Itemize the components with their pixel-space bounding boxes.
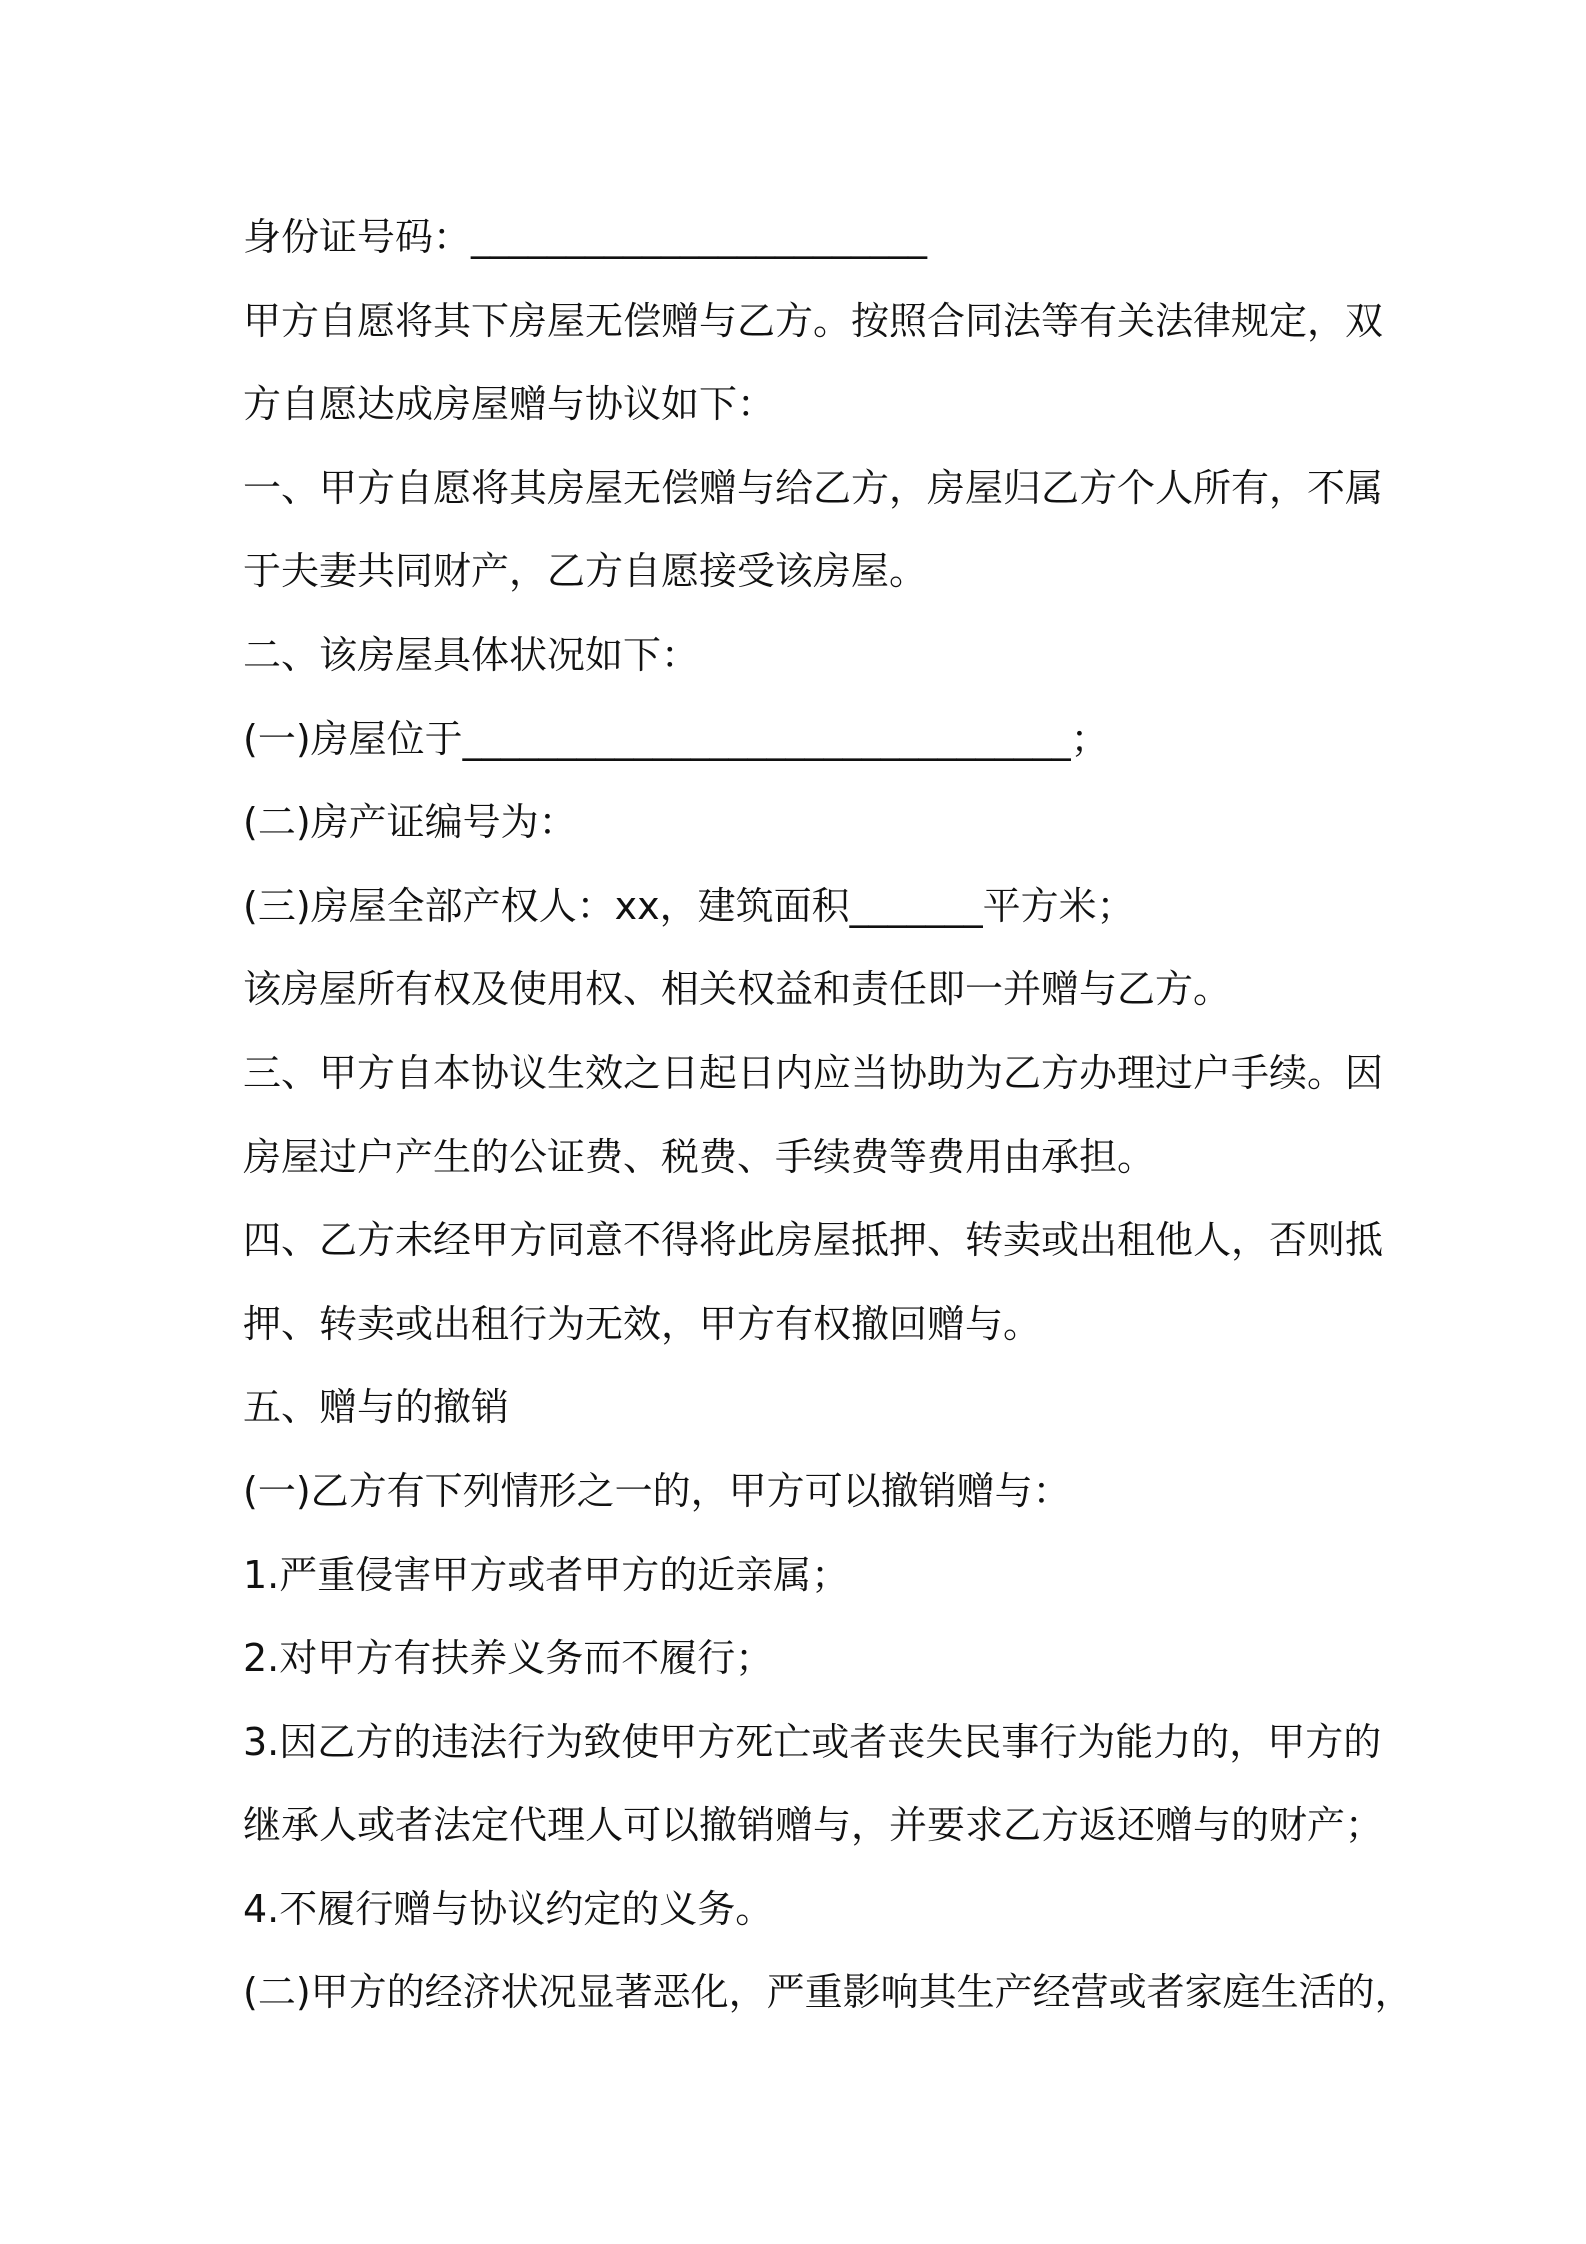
clause-4-line: 四、乙方未经甲方同意不得将此房屋抵押、转卖或出租他人，否则抵 (243, 1218, 1384, 1263)
paragraph-line: 方自愿达成房屋赠与协议如下： (243, 382, 776, 427)
clause-2-item-certificate: (二)房产证编号为： (243, 800, 577, 845)
clause-5-subheading: (二)甲方的经济状况显著恶化，严重影响其生产经营或者家庭生活的， (243, 1970, 1413, 2015)
clause-2-summary: 该房屋所有权及使用权、相关权益和责任即一并赠与乙方。 (243, 967, 1232, 1012)
clause-2-heading: 二、该房屋具体状况如下： (243, 632, 700, 677)
clause-5-list-item: 4.不履行赠与协议约定的义务。 (243, 1886, 774, 1931)
id-number-line: 身份证号码：________________________ (243, 215, 928, 259)
clause-3-line: 三、甲方自本协议生效之日起日内应当协助为乙方办理过户手续。因 (243, 1050, 1384, 1095)
paragraph-line: 甲方自愿将其下房屋无偿赠与乙方。按照合同法等有关法律规定，双 (243, 298, 1384, 343)
clause-5-subheading: (一)乙方有下列情形之一的，甲方可以撤销赠与： (243, 1468, 1071, 1513)
clause-5-list-item: 2.对甲方有扶养义务而不履行； (243, 1636, 774, 1681)
clause-5-heading: 五、赠与的撤销 (243, 1385, 510, 1430)
clause-5-list-item: 3.因乙方的违法行为致使甲方死亡或者丧失民事行为能力的，甲方的 (243, 1719, 1382, 1764)
clause-4-line: 押、转卖或出租行为无效，甲方有权撤回赠与。 (243, 1301, 1042, 1346)
clause-2-item-location: (一)房屋位于________________________________； (243, 716, 1109, 761)
clause-5-list-item: 继承人或者法定代理人可以撤销赠与，并要求乙方返还赠与的财产； (243, 1803, 1384, 1848)
clause-2-item-owner-area: (三)房屋全部产权人：xx，建筑面积_______平方米； (243, 883, 1135, 928)
clause-1-line: 一、甲方自愿将其房屋无偿赠与给乙方，房屋归乙方个人所有，不属 (243, 465, 1384, 510)
clause-5-list-item: 1.严重侵害甲方或者甲方的近亲属； (243, 1552, 850, 1597)
clause-3-line: 房屋过户产生的公证费、税费、手续费等费用由承担。 (243, 1134, 1156, 1179)
document-body (243, 196, 1413, 2035)
clause-1-line: 于夫妻共同财产，乙方自愿接受该房屋。 (243, 549, 928, 594)
